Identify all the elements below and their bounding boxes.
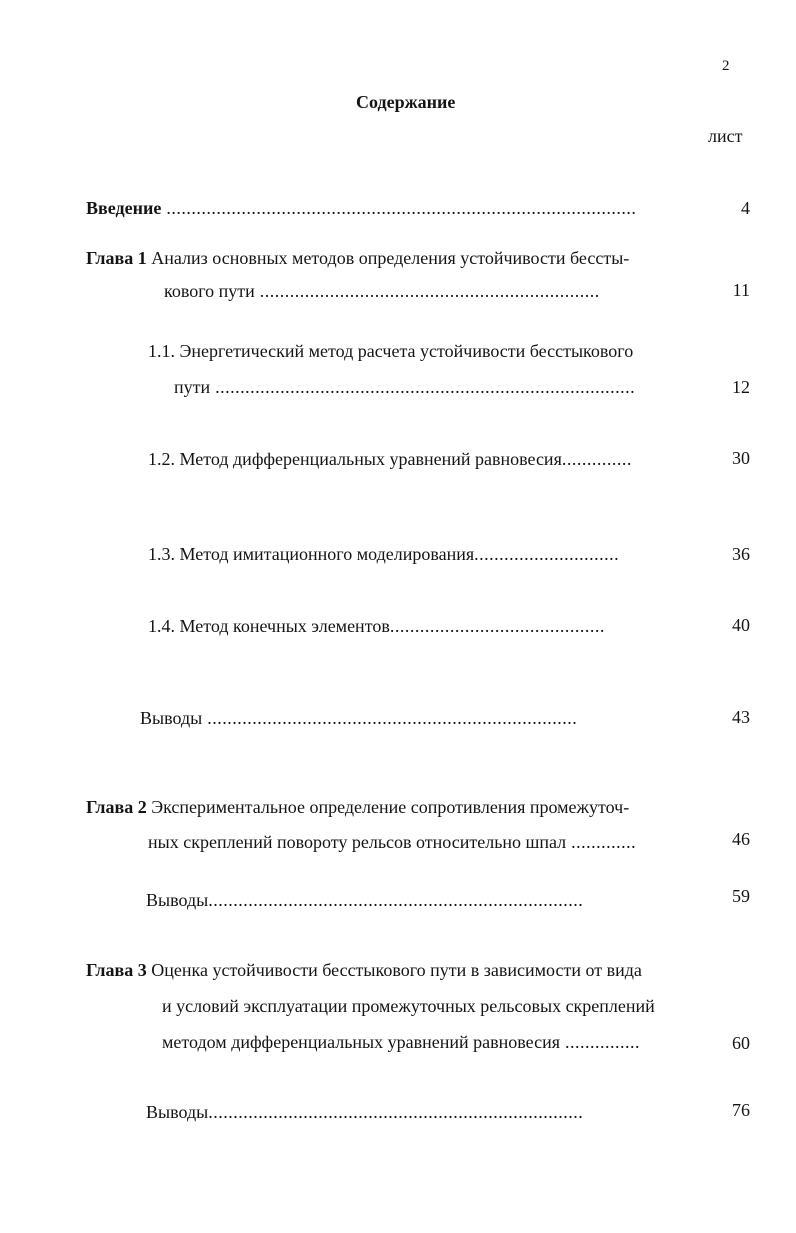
toc-entry-chapter-1 [86,245,629,271]
entry-page: 36 [732,544,750,564]
leader-dots: ............... [560,1032,641,1052]
entry-page: 40 [732,615,750,635]
entry-text: ных скреплений повороту рельсов относительно шпал [148,832,567,852]
leader-dots: .................................................................... [254,281,600,301]
entry-page: 43 [732,707,750,727]
toc-entry-chapter-3 [86,957,642,983]
toc-entry-conclusions-3 [146,1099,583,1125]
toc-entry-conclusions-1 [140,705,577,731]
entry-text: Экспериментальное определение сопротивления промежуточ- [151,797,630,817]
entry-text: Выводы [146,890,209,910]
leader-dots: ........................................................................... [208,1102,584,1122]
toc-entry-chapter-3-cont-1 [162,993,655,1019]
entry-page: 30 [732,448,750,468]
entry-page: 46 [732,829,750,849]
entry-text: и условий эксплуатации промежуточных рельсовых скреплений [162,996,655,1016]
toc-entry-1-1 [148,338,633,364]
entry-label: Введение [86,198,162,218]
entry-text: 1.3. Метод имитационного моделирования [148,544,475,564]
entry-page: 11 [732,280,750,300]
toc-entry-introduction [86,195,636,221]
entry-page: 12 [732,377,750,397]
entry-page: 60 [732,1033,750,1053]
leader-dots: ............................. [474,544,620,564]
toc-entry-1-4 [148,613,605,639]
leader-dots: .............................................................................................. [161,198,637,218]
toc-entry-1-2 [148,446,632,472]
column-header: лист [708,126,743,146]
entry-page: 76 [732,1100,750,1120]
toc-entry-1-3 [148,541,619,567]
toc-entry-chapter-3-cont-2 [162,1029,640,1055]
toc-entry-chapter-2 [86,794,629,820]
entry-page: 59 [732,886,750,906]
page-number: 2 [722,58,730,74]
entry-text: 1.1. Энергетический метод расчета устойчивости бесстыкового [148,341,634,361]
entry-text: пути [174,377,211,397]
toc-entry-chapter-1-cont [164,278,600,304]
entry-text: Анализ основных методов определения устойчивости бессты- [151,248,630,268]
entry-text: 1.2. Метод дифференциальных уравнений равновесия [148,449,562,469]
leader-dots: .......................................................................... [202,708,578,728]
entry-label: Глава 3 [86,960,147,980]
entry-text: 1.4. Метод конечных элементов [148,616,390,636]
entry-text: Выводы [146,1102,209,1122]
leader-dots: .............. [561,449,632,469]
entry-page: 4 [741,198,750,218]
toc-entry-1-1-cont [174,374,635,400]
entry-label: Глава 2 [86,797,147,817]
leader-dots: ........................................................................... [208,890,584,910]
page-title: Содержание [356,92,456,112]
entry-text: Оценка устойчивости бесстыкового пути в зависимости от вида [151,960,642,980]
entry-text: Выводы [140,708,203,728]
leader-dots: ............. [566,832,637,852]
leader-dots: .................................................................................... [210,377,636,397]
entry-text: кового пути [164,281,255,301]
entry-text: методом дифференциальных уравнений равновесия [162,1032,561,1052]
toc-entry-chapter-2-cont [148,829,636,855]
leader-dots: ........................................... [389,616,605,636]
toc-entry-conclusions-2 [146,887,583,913]
entry-label: Глава 1 [86,248,147,268]
